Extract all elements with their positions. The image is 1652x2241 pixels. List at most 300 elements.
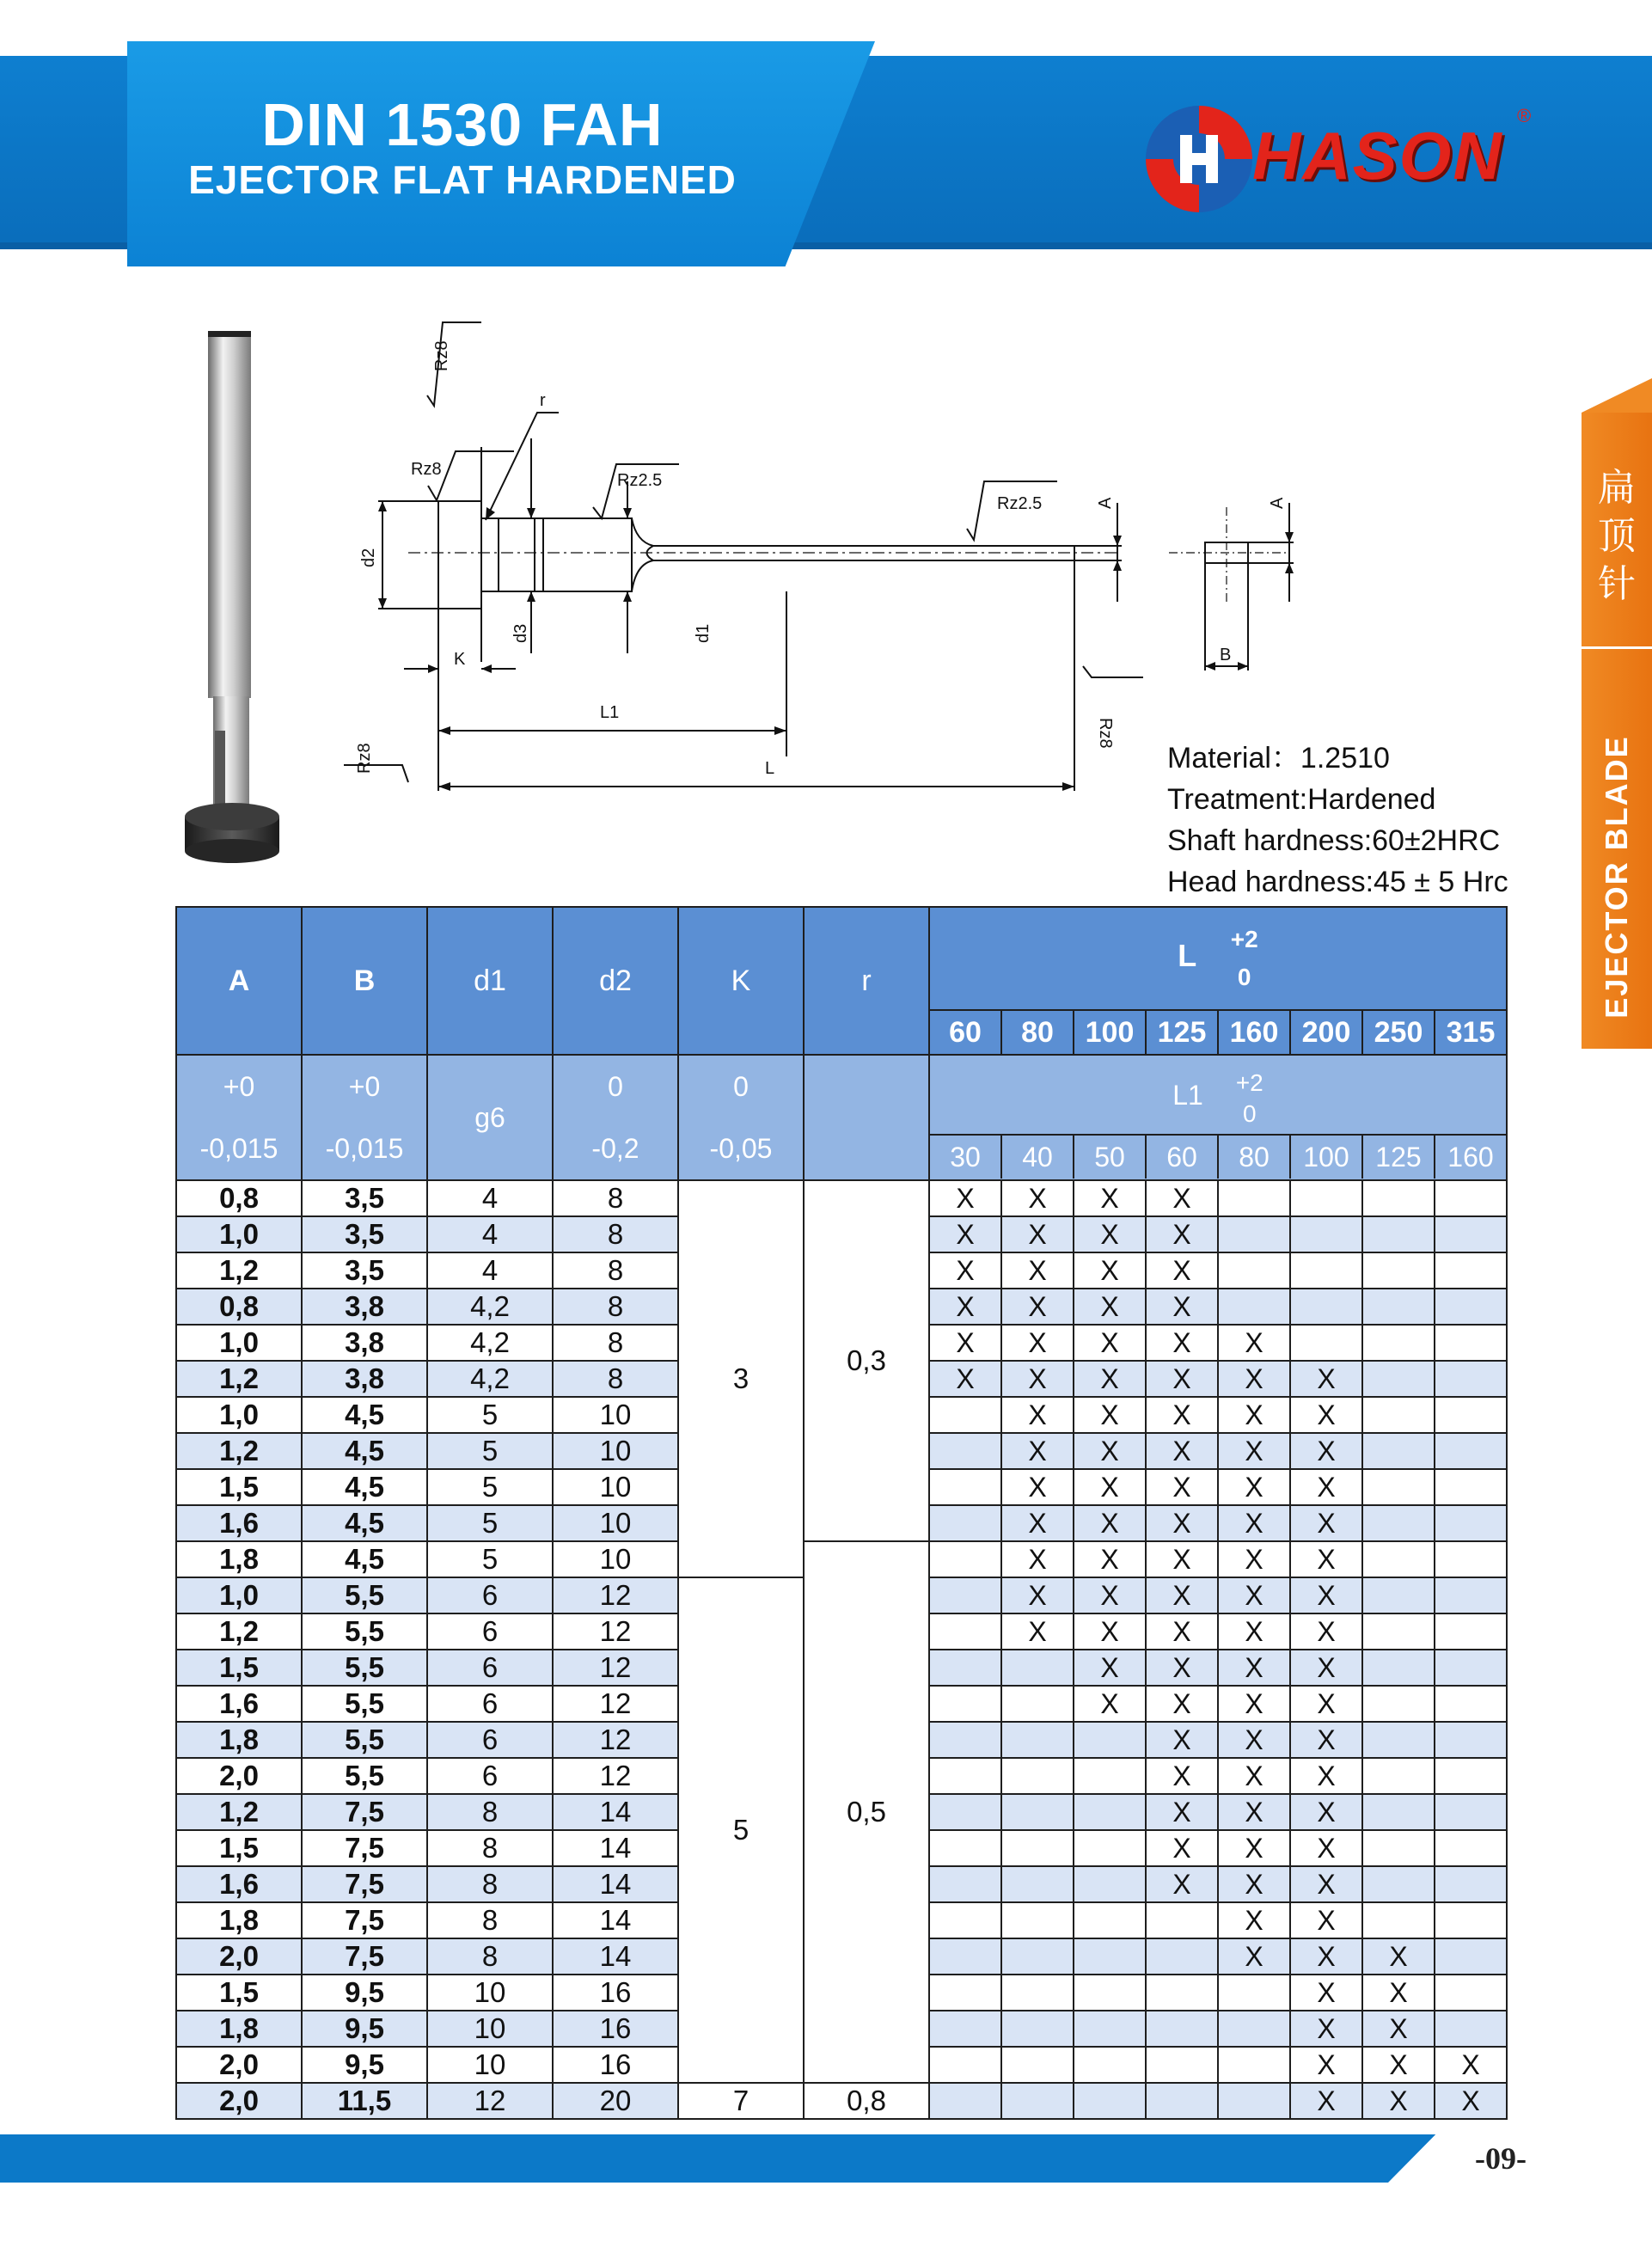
availability-mark [1435, 1433, 1507, 1469]
cell-b: 3,5 [302, 1180, 427, 1216]
cell-k: 3 [678, 1180, 804, 1577]
availability-mark [1001, 1722, 1074, 1758]
cell-a: 1,5 [176, 1830, 302, 1866]
availability-mark: X [1290, 2011, 1362, 2047]
availability-mark [1146, 1938, 1218, 1975]
l1-value-header: 125 [1361, 1136, 1434, 1179]
cell-d2: 10 [553, 1397, 678, 1433]
label-a-side: A [1096, 497, 1115, 509]
availability-mark: X [1146, 1361, 1218, 1397]
cell-b: 3,5 [302, 1252, 427, 1289]
availability-mark [1001, 1975, 1074, 2011]
availability-mark [1435, 1794, 1507, 1830]
cell-b: 7,5 [302, 1938, 427, 1975]
availability-mark: X [929, 1216, 1001, 1252]
availability-mark: X [1218, 1902, 1290, 1938]
availability-mark: X [1290, 1975, 1362, 2011]
l-value-header: 100 [1074, 1010, 1146, 1055]
availability-mark: X [1074, 1650, 1146, 1686]
cell-d1: 6 [427, 1686, 553, 1722]
cell-d1: 4,2 [427, 1361, 553, 1397]
col-header-a: A [176, 907, 302, 1055]
availability-mark [1074, 1866, 1146, 1902]
l1-value-header: 100 [1289, 1136, 1361, 1179]
brand-name: HASON [1252, 118, 1503, 193]
availability-mark [1362, 1469, 1435, 1505]
cell-a: 1,6 [176, 1686, 302, 1722]
availability-mark [929, 1433, 1001, 1469]
availability-mark [1074, 1975, 1146, 2011]
cell-b: 3,8 [302, 1361, 427, 1397]
availability-mark: X [1146, 1252, 1218, 1289]
availability-mark: X [1146, 1866, 1218, 1902]
availability-mark [1435, 1180, 1507, 1216]
col-header-k: K [678, 907, 804, 1055]
availability-mark: X [1290, 1361, 1362, 1397]
availability-mark: X [1290, 1938, 1362, 1975]
availability-mark [1001, 1938, 1074, 1975]
cell-b: 4,5 [302, 1433, 427, 1469]
availability-mark: X [929, 1325, 1001, 1361]
cell-b: 4,5 [302, 1469, 427, 1505]
cell-a: 1,8 [176, 2011, 302, 2047]
cell-d1: 5 [427, 1541, 553, 1577]
cell-d2: 10 [553, 1469, 678, 1505]
availability-mark: X [1435, 2047, 1507, 2083]
availability-mark [1001, 1650, 1074, 1686]
availability-mark [1435, 2011, 1507, 2047]
cell-a: 1,2 [176, 1794, 302, 1830]
table-row [176, 2083, 1507, 2119]
availability-mark [929, 1866, 1001, 1902]
availability-mark [1435, 1686, 1507, 1722]
availability-mark [1074, 1938, 1146, 1975]
cell-k: 7 [678, 2083, 804, 2119]
availability-mark [1218, 1252, 1290, 1289]
availability-mark [1435, 1866, 1507, 1902]
availability-mark [1362, 1794, 1435, 1830]
cell-r: 0,8 [804, 2083, 929, 2119]
availability-mark [1362, 1180, 1435, 1216]
availability-mark: X [1001, 1325, 1074, 1361]
availability-mark: X [1362, 1975, 1435, 2011]
availability-mark: X [1290, 1613, 1362, 1650]
cell-a: 1,6 [176, 1505, 302, 1541]
availability-mark [929, 1794, 1001, 1830]
l-value-header: 315 [1435, 1010, 1507, 1055]
cell-d2: 14 [553, 1866, 678, 1902]
label-rz8-head: Rz8 [411, 460, 442, 479]
availability-mark: X [1146, 1794, 1218, 1830]
cell-b: 4,5 [302, 1541, 427, 1577]
spec-head-hardness: Head hardness:45 ± 5 Hrc [1167, 866, 1508, 898]
registered-mark: ® [1517, 105, 1532, 126]
availability-mark [1362, 1613, 1435, 1650]
cell-b: 7,5 [302, 1794, 427, 1830]
cell-a: 1,6 [176, 1866, 302, 1902]
tol-b-top: +0 [348, 1071, 381, 1102]
cell-d1: 10 [427, 2047, 553, 2083]
l1-values-row [930, 1136, 1506, 1179]
availability-mark [1074, 2011, 1146, 2047]
side-tab-chinese [1582, 464, 1652, 609]
cell-a: 1,8 [176, 1722, 302, 1758]
availability-mark: X [1001, 1289, 1074, 1325]
cell-d1: 5 [427, 1397, 553, 1433]
cell-d2: 10 [553, 1433, 678, 1469]
cell-b: 7,5 [302, 1902, 427, 1938]
cell-b: 7,5 [302, 1830, 427, 1866]
tol-d1: g6 [427, 1055, 553, 1180]
cell-b: 9,5 [302, 2047, 427, 2083]
cell-d2: 16 [553, 1975, 678, 2011]
availability-mark [1290, 1252, 1362, 1289]
availability-mark [1435, 1216, 1507, 1252]
availability-mark: X [1290, 1577, 1362, 1613]
availability-mark: X [1074, 1469, 1146, 1505]
availability-mark [1362, 1505, 1435, 1541]
label-rz8-top: Rz8 [432, 340, 451, 371]
tol-k-bot: -0,05 [709, 1133, 773, 1164]
l1-value-header: 160 [1434, 1136, 1506, 1179]
availability-mark: X [929, 1252, 1001, 1289]
table-body [176, 1180, 1507, 2119]
availability-mark: X [1146, 1469, 1218, 1505]
availability-mark: X [1001, 1397, 1074, 1433]
label-rz25-body: Rz2.5 [617, 471, 663, 490]
spec-treatment: Treatment:Hardened [1167, 783, 1436, 816]
cell-a: 1,2 [176, 1433, 302, 1469]
cell-a: 1,2 [176, 1613, 302, 1650]
table-row [176, 1180, 1507, 1216]
cell-b: 5,5 [302, 1722, 427, 1758]
l1-value-header: 60 [1145, 1136, 1217, 1179]
availability-mark [1435, 1325, 1507, 1361]
availability-mark [1435, 1902, 1507, 1938]
cell-a: 1,0 [176, 1216, 302, 1252]
cell-d1: 6 [427, 1577, 553, 1613]
cell-d2: 14 [553, 1938, 678, 1975]
availability-mark: X [1290, 1469, 1362, 1505]
cell-d2: 12 [553, 1613, 678, 1650]
cell-d1: 12 [427, 2083, 553, 2119]
cell-d1: 4 [427, 1180, 553, 1216]
cell-d1: 5 [427, 1433, 553, 1469]
availability-mark: X [1001, 1613, 1074, 1650]
tol-b-bot: -0,015 [325, 1133, 404, 1164]
label-k: K [454, 650, 466, 669]
l1-value-header: 30 [950, 1142, 981, 1173]
cell-b: 9,5 [302, 2011, 427, 2047]
availability-mark [1435, 1361, 1507, 1397]
cell-d2: 12 [553, 1650, 678, 1686]
cell-a: 0,8 [176, 1180, 302, 1216]
spec-shaft-hardness: Shaft hardness:60±2HRC [1167, 824, 1501, 857]
cell-b: 3,8 [302, 1325, 427, 1361]
availability-mark: X [1218, 1613, 1290, 1650]
cell-b: 3,5 [302, 1216, 427, 1252]
cell-d2: 14 [553, 1830, 678, 1866]
label-r: r [540, 391, 546, 410]
availability-mark [1362, 1902, 1435, 1938]
cell-d2: 16 [553, 2011, 678, 2047]
cell-b: 5,5 [302, 1686, 427, 1722]
col-header-b: B [302, 907, 427, 1055]
availability-mark [929, 1975, 1001, 2011]
availability-mark [1435, 1397, 1507, 1433]
availability-mark [1001, 1866, 1074, 1902]
availability-mark: X [1290, 1866, 1362, 1902]
availability-mark [929, 1469, 1001, 1505]
availability-mark: X [1290, 1758, 1362, 1794]
availability-mark: X [1146, 1216, 1218, 1252]
availability-mark: X [1290, 1686, 1362, 1722]
label-b: B [1220, 646, 1232, 664]
availability-mark: X [1146, 1830, 1218, 1866]
availability-mark [1218, 1975, 1290, 2011]
availability-mark: X [1074, 1397, 1146, 1433]
cell-d1: 5 [427, 1469, 553, 1505]
ejector-pin-photo [172, 327, 301, 877]
cell-a: 2,0 [176, 2047, 302, 2083]
cell-b: 5,5 [302, 1577, 427, 1613]
cell-d2: 14 [553, 1902, 678, 1938]
availability-mark [1001, 1686, 1074, 1722]
cell-a: 1,5 [176, 1469, 302, 1505]
availability-mark: X [1001, 1469, 1074, 1505]
tol-l1 [929, 1055, 1507, 1180]
availability-mark [1435, 1613, 1507, 1650]
availability-mark [1362, 1830, 1435, 1866]
cell-a: 1,0 [176, 1577, 302, 1613]
availability-mark [1218, 1289, 1290, 1325]
availability-mark [929, 2011, 1001, 2047]
cell-d1: 4,2 [427, 1289, 553, 1325]
cell-d1: 8 [427, 1902, 553, 1938]
label-d3: d3 [511, 623, 530, 643]
availability-mark [929, 1650, 1001, 1686]
col-header-l [929, 907, 1507, 1010]
availability-mark: X [1218, 1397, 1290, 1433]
cell-d2: 8 [553, 1180, 678, 1216]
side-char-1: 扁 [1598, 466, 1636, 510]
availability-mark: X [1146, 1505, 1218, 1541]
availability-mark [929, 1722, 1001, 1758]
cell-d2: 12 [553, 1758, 678, 1794]
cell-b: 3,8 [302, 1289, 427, 1325]
cell-d2: 12 [553, 1686, 678, 1722]
availability-mark [929, 1830, 1001, 1866]
availability-mark: X [1218, 1830, 1290, 1866]
availability-mark: X [1001, 1361, 1074, 1397]
availability-mark: X [1074, 1289, 1146, 1325]
l-tolerance [1231, 921, 1258, 996]
availability-mark [1435, 1289, 1507, 1325]
cell-a: 2,0 [176, 2083, 302, 2119]
availability-mark: X [1074, 1325, 1146, 1361]
availability-mark [929, 1758, 1001, 1794]
availability-mark: X [1001, 1252, 1074, 1289]
availability-mark [1362, 1722, 1435, 1758]
availability-mark [1001, 2083, 1074, 2119]
availability-mark [1362, 1650, 1435, 1686]
spec-material: Material：1.2510 [1167, 742, 1390, 775]
cell-b: 4,5 [302, 1505, 427, 1541]
col-header-d2: d2 [553, 907, 678, 1055]
availability-mark [1146, 2047, 1218, 2083]
label-a-section: A [1268, 497, 1287, 509]
availability-mark [929, 1613, 1001, 1650]
cell-a: 1,2 [176, 1361, 302, 1397]
availability-mark: X [1218, 1325, 1290, 1361]
side-tab-divider [1582, 646, 1652, 649]
cell-d1: 8 [427, 1938, 553, 1975]
availability-mark [1362, 1758, 1435, 1794]
cell-d2: 8 [553, 1325, 678, 1361]
material-specs [1167, 738, 1508, 903]
availability-mark [1362, 1252, 1435, 1289]
l-value-header: 80 [1001, 1010, 1074, 1055]
cell-a: 1,2 [176, 1252, 302, 1289]
availability-mark: X [1074, 1686, 1146, 1722]
availability-mark: X [1218, 1650, 1290, 1686]
cell-d1: 4 [427, 1252, 553, 1289]
availability-mark: X [1074, 1505, 1146, 1541]
availability-mark: X [1362, 2047, 1435, 2083]
availability-mark [929, 1938, 1001, 1975]
availability-mark [1074, 1794, 1146, 1830]
availability-mark [1435, 1541, 1507, 1577]
cell-d1: 10 [427, 2011, 553, 2047]
availability-mark [929, 1505, 1001, 1541]
l1-value-header: 80 [1217, 1136, 1289, 1179]
availability-mark: X [1218, 1433, 1290, 1469]
availability-mark [1435, 1938, 1507, 1975]
availability-mark [1074, 1830, 1146, 1866]
dimensions-table [175, 906, 1508, 2120]
availability-mark: X [1362, 2011, 1435, 2047]
cell-d2: 20 [553, 2083, 678, 2119]
tol-d2-top: 0 [608, 1071, 623, 1102]
availability-mark [1435, 1577, 1507, 1613]
availability-mark: X [1146, 1289, 1218, 1325]
l-lower: 0 [1237, 964, 1251, 990]
availability-mark [929, 2047, 1001, 2083]
l1-value-header: 50 [1073, 1136, 1145, 1179]
side-tab-english: EJECTOR BLADE [1599, 735, 1634, 1019]
availability-mark: X [1290, 1650, 1362, 1686]
availability-mark: X [1218, 1505, 1290, 1541]
availability-mark: X [1001, 1433, 1074, 1469]
cell-d2: 10 [553, 1505, 678, 1541]
availability-mark: X [1001, 1180, 1074, 1216]
availability-mark [1001, 1758, 1074, 1794]
table-row [176, 1541, 1507, 1577]
tol-a [176, 1055, 302, 1180]
availability-mark [1290, 1216, 1362, 1252]
cell-a: 1,0 [176, 1397, 302, 1433]
cell-d1: 4,2 [427, 1325, 553, 1361]
cell-b: 5,5 [302, 1650, 427, 1686]
cell-d1: 6 [427, 1758, 553, 1794]
cell-d1: 10 [427, 1975, 553, 2011]
cell-a: 1,8 [176, 1902, 302, 1938]
availability-mark: X [1290, 1397, 1362, 1433]
tol-d2-bot: -0,2 [591, 1133, 639, 1164]
cell-b: 5,5 [302, 1758, 427, 1794]
availability-mark [929, 1902, 1001, 1938]
availability-mark: X [1146, 1686, 1218, 1722]
availability-mark [929, 1577, 1001, 1613]
availability-mark [1001, 2011, 1074, 2047]
availability-mark [1362, 1433, 1435, 1469]
cell-k: 5 [678, 1577, 804, 2083]
availability-mark: X [1290, 2047, 1362, 2083]
availability-mark [1074, 1758, 1146, 1794]
availability-mark: X [1218, 1758, 1290, 1794]
tol-k [678, 1055, 804, 1180]
availability-mark: X [1218, 1577, 1290, 1613]
availability-mark [1435, 1722, 1507, 1758]
cell-b: 9,5 [302, 1975, 427, 2011]
cell-a: 1,0 [176, 1325, 302, 1361]
cell-d1: 4 [427, 1216, 553, 1252]
availability-mark [1435, 1975, 1507, 2011]
availability-mark: X [1001, 1216, 1074, 1252]
brand-logo [1139, 95, 1551, 223]
availability-mark [1218, 2083, 1290, 2119]
tol-d2 [553, 1055, 678, 1180]
cell-a: 0,8 [176, 1289, 302, 1325]
availability-mark: X [1218, 1794, 1290, 1830]
availability-mark: X [1290, 1830, 1362, 1866]
label-d2: d2 [359, 548, 378, 567]
availability-mark: X [1001, 1577, 1074, 1613]
tol-a-bot: -0,015 [199, 1133, 278, 1164]
availability-mark: X [1218, 1541, 1290, 1577]
availability-mark [929, 1541, 1001, 1577]
l-label: L [1178, 937, 1197, 973]
l-value-header: 250 [1362, 1010, 1435, 1055]
availability-mark [929, 1686, 1001, 1722]
availability-mark: X [1146, 1650, 1218, 1686]
availability-mark: X [929, 1289, 1001, 1325]
availability-mark [1218, 1216, 1290, 1252]
availability-mark [1074, 2083, 1146, 2119]
availability-mark: X [1146, 1758, 1218, 1794]
availability-mark [1362, 1577, 1435, 1613]
availability-mark: X [1074, 1541, 1146, 1577]
availability-mark [1074, 1902, 1146, 1938]
availability-mark [1362, 1686, 1435, 1722]
availability-mark [1074, 1722, 1146, 1758]
availability-mark: X [1001, 1505, 1074, 1541]
l-value-header: 200 [1290, 1010, 1362, 1055]
cell-a: 1,5 [176, 1650, 302, 1686]
availability-mark: X [1146, 1325, 1218, 1361]
availability-mark [1362, 1289, 1435, 1325]
cell-d1: 6 [427, 1613, 553, 1650]
page-number: -09- [1475, 2141, 1527, 2176]
l1-lower: 0 [1243, 1100, 1257, 1127]
side-char-3: 针 [1598, 562, 1636, 606]
availability-mark: X [1074, 1361, 1146, 1397]
tol-r [804, 1055, 929, 1180]
availability-mark: X [1290, 1722, 1362, 1758]
availability-mark [1218, 2047, 1290, 2083]
availability-mark: X [1146, 1433, 1218, 1469]
cell-b: 11,5 [302, 2083, 427, 2119]
